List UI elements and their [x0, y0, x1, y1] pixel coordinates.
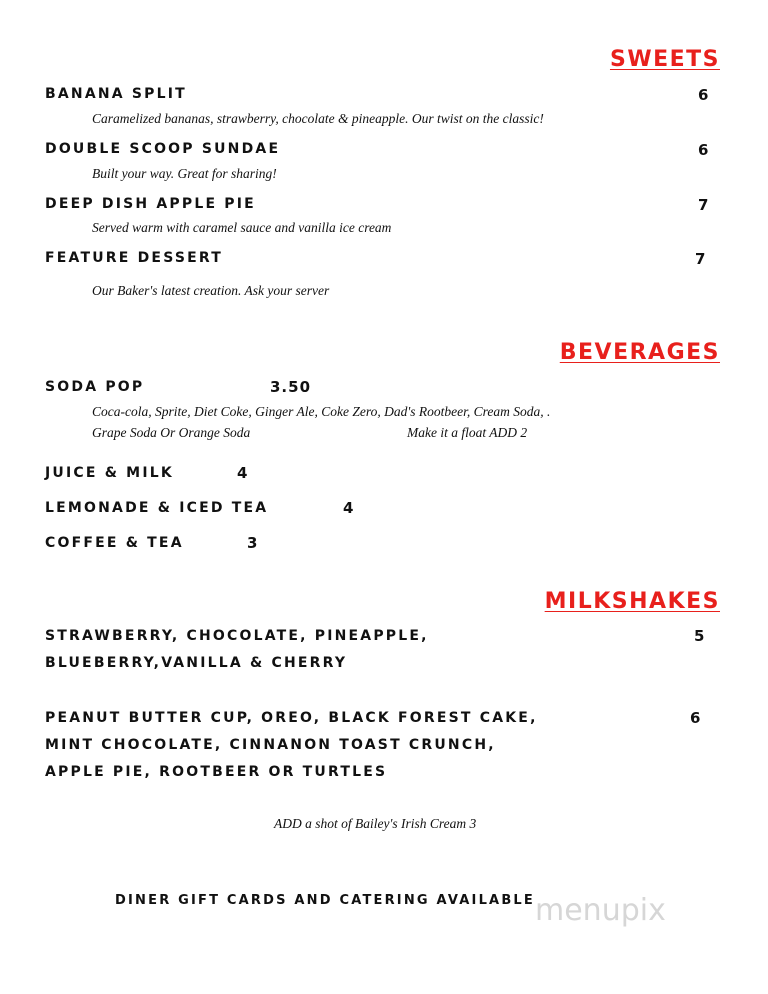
milkshake-flavors-line: APPLE PIE, ROOTBEER OR TURTLES [45, 764, 388, 780]
menu-item-name: DEEP DISH APPLE PIE [45, 196, 256, 212]
milkshake-flavors-line: PEANUT BUTTER CUP, OREO, BLACK FOREST CAKE, [45, 710, 538, 726]
menu-item-description: Served warm with caramel sauce and vanilla ice cream [92, 220, 392, 235]
menu-item-name: BANANA SPLIT [45, 86, 187, 102]
menu-item-name: SODA POP [45, 379, 145, 395]
menu-item-description: Our Baker's latest creation. Ask your server [92, 283, 330, 298]
sweets-heading: SWEETS [609, 47, 720, 72]
menu-item-description: Built your way. Great for sharing! [92, 166, 277, 181]
menu-item-name: COFFEE & TEA [45, 535, 184, 551]
menu-item-description: Coca-cola, Sprite, Diet Coke, Ginger Ale, Coke Zero, Dad's Rootbeer, Cream Soda, . [92, 404, 551, 419]
milkshake-flavors-line: STRAWBERRY, CHOCOLATE, PINEAPPLE, [45, 628, 429, 644]
addon-note: ADD a shot of Bailey's Irish Cream 3 [274, 816, 477, 831]
milkshake-flavors-line: BLUEBERRY,VANILLA & CHERRY [45, 655, 348, 671]
menu-item-price: 4 [343, 499, 355, 517]
menu-item-price: 4 [237, 464, 249, 482]
milkshakes-heading: MILKSHAKES [544, 589, 720, 614]
float-note: Make it a float ADD 2 [407, 425, 528, 440]
menu-item-price: 7 [695, 250, 707, 268]
menu-item-name: LEMONADE & ICED TEA [45, 500, 269, 516]
menu-item-price: 6 [698, 86, 710, 104]
footer-note: DINER GIFT CARDS AND CATERING AVAILABLE [115, 893, 535, 908]
menu-item-price: 3.50 [270, 378, 312, 396]
watermark: menupix [535, 893, 666, 928]
menu-item-price: 7 [698, 196, 710, 214]
menu-item-name: FEATURE DESSERT [45, 250, 223, 266]
menu-item-price: 6 [698, 141, 710, 159]
menu-item-price: 6 [690, 709, 702, 727]
beverages-heading: BEVERAGES [559, 340, 720, 365]
menu-item-name: DOUBLE SCOOP SUNDAE [45, 141, 281, 157]
milkshake-flavors-line: MINT CHOCOLATE, CINNANON TOAST CRUNCH, [45, 737, 496, 753]
menu-item-price: 3 [247, 534, 259, 552]
menu-item-name: JUICE & MILK [45, 465, 174, 481]
menu-item-price: 5 [694, 627, 706, 645]
menu-item-description: Caramelized bananas, strawberry, chocolate & pineapple. Our twist on the classic! [92, 111, 544, 126]
menu-item-description: Grape Soda Or Orange Soda [92, 425, 251, 440]
